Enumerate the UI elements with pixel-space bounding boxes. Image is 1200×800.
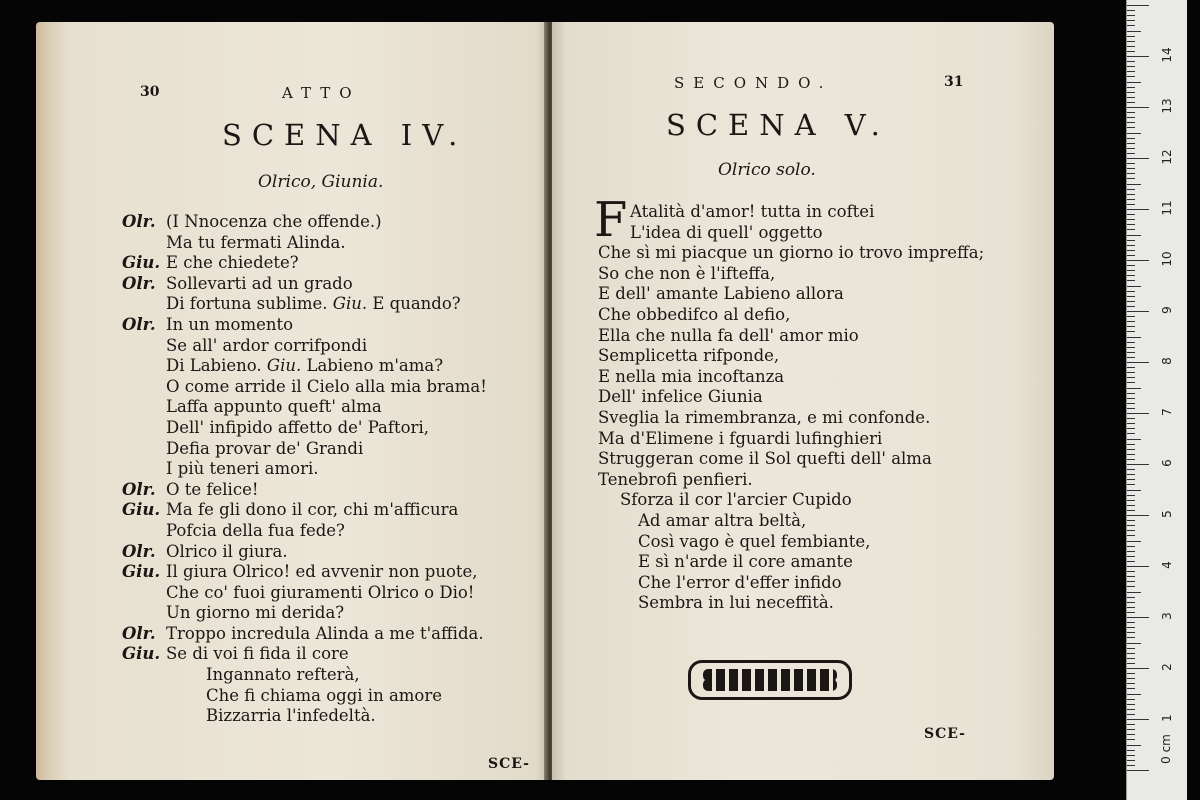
verse-line — [122, 583, 487, 604]
verse-line: Che sì mi piacque un giorno io trovo impreffa; — [598, 243, 985, 263]
running-head: SECONDO. — [674, 74, 833, 92]
ruler-tick — [1127, 739, 1135, 740]
ruler-tick — [1127, 546, 1135, 547]
ruler-tick — [1127, 240, 1135, 241]
verse-text: Olrico il giura. — [166, 541, 288, 561]
ruler-tick — [1127, 255, 1135, 256]
verse-text: Ma fe gli dono il cor, chi m'afficura — [166, 500, 459, 520]
ruler-number: 9 — [1160, 306, 1174, 314]
verse-text: I più teneri amori. — [166, 459, 319, 479]
ruler-number: 3 — [1160, 612, 1174, 620]
verse-line — [122, 397, 487, 418]
ruler-number: 10 — [1160, 251, 1174, 267]
ruler-tick — [1127, 709, 1135, 710]
ruler-tick — [1127, 505, 1135, 506]
dialogue-text — [122, 212, 487, 727]
ruler-tick — [1127, 117, 1135, 118]
ruler-tick — [1127, 474, 1135, 475]
ruler-tick — [1127, 357, 1135, 358]
ruler-tick — [1127, 291, 1135, 292]
ruler-tick — [1127, 199, 1135, 200]
speaker-label: Olr. — [122, 273, 156, 293]
ruler-tick — [1127, 683, 1135, 684]
ruler-tick — [1127, 56, 1149, 57]
ruler-tick — [1127, 265, 1135, 266]
catchword: SCE- — [488, 756, 530, 772]
verse-line: Ad amar altra beltà, — [638, 510, 807, 530]
verse-text: Dell' infipido affetto de' Paftori, — [166, 417, 429, 437]
verse-line: Ella che nulla fa dell' amor mio — [598, 325, 859, 345]
ruler-tick — [1127, 688, 1135, 689]
ruler-tick — [1127, 520, 1135, 521]
ruler-number: 1 — [1160, 714, 1174, 722]
scene-title: SCENA IV. — [222, 118, 468, 152]
right-page — [552, 22, 1054, 780]
ruler-tick — [1127, 275, 1135, 276]
verse-text: Ingannato refterà, — [206, 665, 360, 685]
ruler-tick — [1127, 592, 1141, 593]
ruler-tick — [1127, 413, 1149, 414]
verse-text: Pofcia della fua fede? — [166, 520, 345, 540]
ruler-tick — [1127, 10, 1135, 11]
ruler-tick — [1127, 510, 1135, 511]
ruler-tick — [1127, 663, 1135, 664]
verse-text: Che co' fuoi giuramenti Olrico o Dio! — [166, 582, 475, 602]
characters-list: Olrico, Giunia. — [258, 172, 384, 192]
monologue-text — [598, 202, 984, 614]
ruler-tick — [1127, 189, 1135, 190]
inline-speaker-label: Giu. — [327, 294, 373, 314]
ruler-number: 6 — [1160, 459, 1174, 467]
catchword: SCE- — [924, 726, 966, 742]
ruler-tick — [1127, 729, 1135, 730]
ruler-tick — [1127, 362, 1149, 363]
ruler-tick — [1127, 581, 1135, 582]
ruler-tick — [1127, 61, 1135, 62]
verse-text: Di fortuna sublime. — [166, 294, 328, 314]
speaker-label: Giu. — [122, 253, 161, 273]
verse-line — [122, 418, 487, 439]
verse-line: E dell' amante Labieno allora — [598, 284, 844, 304]
ruler-tick — [1127, 36, 1135, 37]
verse-text: (I Nnocenza che offende.) — [166, 212, 382, 231]
verse-line: Dell' infelice Giunia — [598, 387, 763, 407]
ruler-tick — [1127, 433, 1135, 434]
verse-text: E che chiedete? — [166, 253, 299, 273]
ruler-number: 7 — [1160, 408, 1174, 416]
ruler-tick — [1127, 388, 1141, 389]
verse-line — [122, 253, 487, 274]
ruler-tick — [1127, 454, 1135, 455]
ruler-tick — [1127, 92, 1135, 93]
ruler-tick — [1127, 770, 1149, 771]
ruler-tick — [1127, 561, 1135, 562]
ruler-tick — [1127, 586, 1135, 587]
verse-text: Di Labieno. — [166, 356, 262, 376]
verse-line — [122, 665, 487, 686]
ruler-tick — [1127, 500, 1135, 501]
ruler-tick — [1127, 750, 1135, 751]
ruler-number: 5 — [1160, 510, 1174, 518]
verse-line: Sforza il cor l'arcier Cupido — [620, 490, 852, 510]
ruler-tick — [1127, 597, 1135, 598]
ruler-number: 14 — [1160, 47, 1174, 63]
ruler-tick — [1127, 484, 1135, 485]
ruler-tick — [1127, 306, 1135, 307]
ruler-tick — [1127, 260, 1149, 261]
ruler-tick — [1127, 296, 1135, 297]
drop-cap: F — [594, 192, 628, 248]
ruler-tick — [1127, 541, 1141, 542]
ruler-tick — [1127, 459, 1135, 460]
verse-line — [122, 274, 487, 295]
ruler-tick — [1127, 535, 1135, 536]
printer-ornament — [688, 660, 852, 700]
ruler-tick — [1127, 551, 1135, 552]
verse-line: E sì n'arde il core amante — [638, 552, 853, 572]
ruler-tick — [1127, 71, 1135, 72]
verse-line: Atalità d'amor! tutta in coftei — [630, 202, 875, 221]
verse-line: Che l'error d'effer infido — [638, 572, 842, 592]
ruler-tick — [1127, 469, 1135, 470]
ruler-tick — [1127, 714, 1135, 715]
ruler-tick — [1127, 133, 1141, 134]
speaker-label: Giu. — [122, 644, 161, 664]
ruler-tick — [1127, 449, 1135, 450]
verse-line — [122, 377, 487, 398]
ruler-tick — [1127, 393, 1135, 394]
verse-line: Che obbedifco al defio, — [598, 304, 791, 324]
ruler-tick — [1127, 76, 1135, 77]
ruler-tick — [1127, 153, 1135, 154]
ruler-tick — [1127, 20, 1135, 21]
ruler-tick — [1127, 571, 1135, 572]
ruler-tick — [1127, 632, 1135, 633]
ruler-tick — [1127, 607, 1135, 608]
verse-line — [122, 439, 487, 460]
ruler-tick — [1127, 479, 1135, 480]
ruler-tick — [1127, 31, 1141, 32]
verse-line: L'idea di quell' oggetto — [630, 222, 823, 242]
verse-line — [122, 542, 487, 563]
page-number: 31 — [944, 74, 964, 90]
ruler-tick — [1127, 668, 1149, 669]
verse-line — [122, 686, 487, 707]
verse-line: Così vago è quel fembiante, — [638, 531, 871, 551]
ruler-tick — [1127, 377, 1135, 378]
ruler-tick — [1127, 301, 1135, 302]
ruler-tick — [1127, 286, 1141, 287]
open-book — [36, 22, 1054, 780]
ruler-tick — [1127, 127, 1135, 128]
ruler-tick — [1127, 602, 1135, 603]
ruler-tick — [1127, 398, 1135, 399]
ruler-tick — [1127, 25, 1135, 26]
ruler-tick — [1127, 724, 1135, 725]
ruler-tick — [1127, 280, 1135, 281]
ruler-tick — [1127, 408, 1135, 409]
verse-text: Un giorno mi derida? — [166, 603, 345, 623]
ruler-tick — [1127, 331, 1135, 332]
ruler-tick — [1127, 372, 1135, 373]
ruler-tick — [1127, 566, 1149, 567]
measuring-ruler — [1126, 0, 1187, 800]
ruler-tick — [1127, 229, 1135, 230]
ruler-tick — [1127, 204, 1135, 205]
ruler-tick — [1127, 316, 1135, 317]
ruler-tick — [1127, 352, 1135, 353]
ruler-tick — [1127, 428, 1135, 429]
ruler-tick — [1127, 184, 1141, 185]
ruler-tick — [1127, 490, 1141, 491]
ruler-tick — [1127, 673, 1135, 674]
characters-list: Olrico solo. — [718, 160, 816, 180]
inline-speaker-label: Giu. — [261, 356, 307, 376]
verse-line — [122, 624, 487, 645]
ruler-tick — [1127, 464, 1149, 465]
verse-text: Se all' ardor corrifpondi — [166, 335, 368, 355]
speaker-label: Giu. — [122, 500, 161, 520]
ruler-tick — [1127, 270, 1135, 271]
verse-text: O te felice! — [166, 479, 259, 499]
speaker-label: Giu. — [122, 562, 161, 582]
ruler-number: 11 — [1160, 200, 1174, 216]
verse-line: E nella mia incoftanza — [598, 366, 785, 386]
ruler-tick — [1127, 755, 1135, 756]
ruler-tick — [1127, 678, 1135, 679]
left-page — [36, 22, 548, 780]
ruler-tick — [1127, 122, 1135, 123]
ruler-tick — [1127, 418, 1135, 419]
verse-text: Laffa appunto queft' alma — [166, 397, 382, 417]
verse-text: In un momento — [166, 314, 294, 334]
ruler-tick — [1127, 209, 1149, 210]
ruler-tick — [1127, 403, 1135, 404]
ruler-number: 2 — [1160, 663, 1174, 671]
ruler-tick — [1127, 617, 1149, 618]
ruler-number: 8 — [1160, 357, 1174, 365]
ruler-tick — [1127, 653, 1135, 654]
verse-line: Struggeran come il Sol quefti dell' alma — [598, 449, 932, 469]
ruler-tick — [1127, 367, 1135, 368]
ruler-tick — [1127, 245, 1135, 246]
ruler-tick — [1127, 658, 1135, 659]
ruler-tick — [1127, 321, 1135, 322]
ruler-tick — [1127, 495, 1135, 496]
ruler-tick — [1127, 311, 1149, 312]
verse-line — [122, 315, 487, 336]
verse-text: Bizzarria l'infedeltà. — [206, 706, 376, 726]
ruler-tick — [1127, 515, 1149, 516]
ruler-tick — [1127, 612, 1135, 613]
ruler-tick — [1127, 163, 1135, 164]
verse-line: So che non è l'ifteffa, — [598, 263, 776, 283]
verse-line — [122, 706, 487, 727]
ruler-tick — [1127, 250, 1135, 251]
ruler-tick — [1127, 82, 1141, 83]
ruler-tick — [1127, 627, 1135, 628]
speaker-label: Olr. — [122, 212, 156, 231]
ruler-tick — [1127, 694, 1141, 695]
ruler-tick — [1127, 173, 1135, 174]
verse-line — [122, 336, 487, 357]
ruler-tick — [1127, 342, 1135, 343]
verse-line — [122, 233, 487, 254]
ruler-tick — [1127, 224, 1135, 225]
verse-text: Defia provar de' Grandi — [166, 438, 364, 458]
ruler-tick — [1127, 41, 1135, 42]
ruler-tick — [1127, 699, 1135, 700]
ruler-tick — [1127, 51, 1135, 52]
ruler-tick — [1127, 745, 1141, 746]
verse-line — [122, 562, 487, 583]
verse-line — [122, 603, 487, 624]
ruler-tick — [1127, 235, 1141, 236]
verse-text: Sollevarti ad un grado — [166, 273, 353, 293]
ruler-tick — [1127, 637, 1135, 638]
verse-text: Che fi chiama oggi in amore — [206, 685, 443, 705]
ruler-tick — [1127, 87, 1135, 88]
verse-line — [122, 644, 487, 665]
ruler-tick — [1127, 622, 1135, 623]
ruler-tick — [1127, 148, 1135, 149]
scene-title: SCENA V. — [666, 108, 890, 142]
verse-text: Troppo incredula Alinda a me t'affida. — [166, 623, 484, 643]
verse-text: Il giura Olrico! ed avvenir non puote, — [166, 562, 478, 582]
ruler-tick — [1127, 194, 1135, 195]
ruler-tick — [1127, 46, 1135, 47]
ruler-tick — [1127, 347, 1135, 348]
ruler-tick — [1127, 704, 1135, 705]
ruler-tick — [1127, 525, 1135, 526]
ruler-tick — [1127, 760, 1135, 761]
ruler-tick — [1127, 648, 1135, 649]
ruler-tick — [1127, 643, 1141, 644]
ruler-tick — [1127, 326, 1135, 327]
ruler-tick — [1127, 97, 1135, 98]
verse-text: Labieno m'ama? — [306, 356, 444, 376]
speaker-label: Olr. — [122, 541, 156, 561]
ruler-tick — [1127, 66, 1135, 67]
ruler-tick — [1127, 719, 1149, 720]
ruler-tick — [1127, 214, 1135, 215]
speaker-label: Olr. — [122, 314, 156, 334]
verse-line — [122, 459, 487, 480]
ruler-tick — [1127, 444, 1135, 445]
ruler-tick — [1127, 138, 1135, 139]
verse-line — [122, 294, 487, 315]
ruler-tick — [1127, 734, 1135, 735]
ruler-tick — [1127, 556, 1135, 557]
ruler-tick — [1127, 530, 1135, 531]
ruler-number: 13 — [1160, 98, 1174, 114]
page-number: 30 — [140, 84, 160, 100]
ruler-tick — [1127, 107, 1149, 108]
ruler-tick — [1127, 765, 1135, 766]
verse-text: Ma tu fermati Alinda. — [166, 232, 346, 252]
ruler-tick — [1127, 423, 1135, 424]
ruler-tick — [1127, 143, 1135, 144]
ruler-tick — [1127, 576, 1135, 577]
ruler-tick — [1127, 219, 1135, 220]
verse-text: O come arride il Cielo alla mia brama! — [166, 376, 487, 396]
verse-line: Sveglia la rimembranza, e mi confonde. — [598, 407, 931, 427]
verse-line: Ma d'Elimene i fguardi lufinghieri — [598, 428, 883, 448]
verse-line — [122, 356, 487, 377]
ruler-tick — [1127, 5, 1149, 6]
verse-line — [122, 500, 487, 521]
verse-line: Sembra in lui neceffità. — [638, 593, 834, 613]
verse-line — [122, 521, 487, 542]
verse-text: Se di voi fi fida il core — [166, 644, 349, 664]
ruler-number: 12 — [1160, 149, 1174, 165]
ruler-number: 4 — [1160, 561, 1174, 569]
speaker-label: Olr. — [122, 623, 156, 643]
running-head: ATTO — [282, 84, 361, 102]
speaker-label: Olr. — [122, 479, 156, 499]
verse-text: E quando? — [372, 294, 461, 314]
ruler-tick — [1127, 439, 1141, 440]
ruler-tick — [1127, 337, 1141, 338]
ruler-tick — [1127, 178, 1135, 179]
ruler-tick — [1127, 158, 1149, 159]
ruler-unit-label: 0 cm — [1158, 734, 1173, 764]
ruler-tick — [1127, 168, 1135, 169]
verse-line: Semplicetta rifponde, — [598, 346, 780, 366]
verse-line — [122, 212, 487, 233]
ruler-tick — [1127, 102, 1135, 103]
ruler-tick — [1127, 382, 1135, 383]
verse-line: Tenebrofi penfieri. — [598, 469, 753, 489]
verse-line — [122, 480, 487, 501]
ruler-tick — [1127, 15, 1135, 16]
ruler-tick — [1127, 112, 1135, 113]
